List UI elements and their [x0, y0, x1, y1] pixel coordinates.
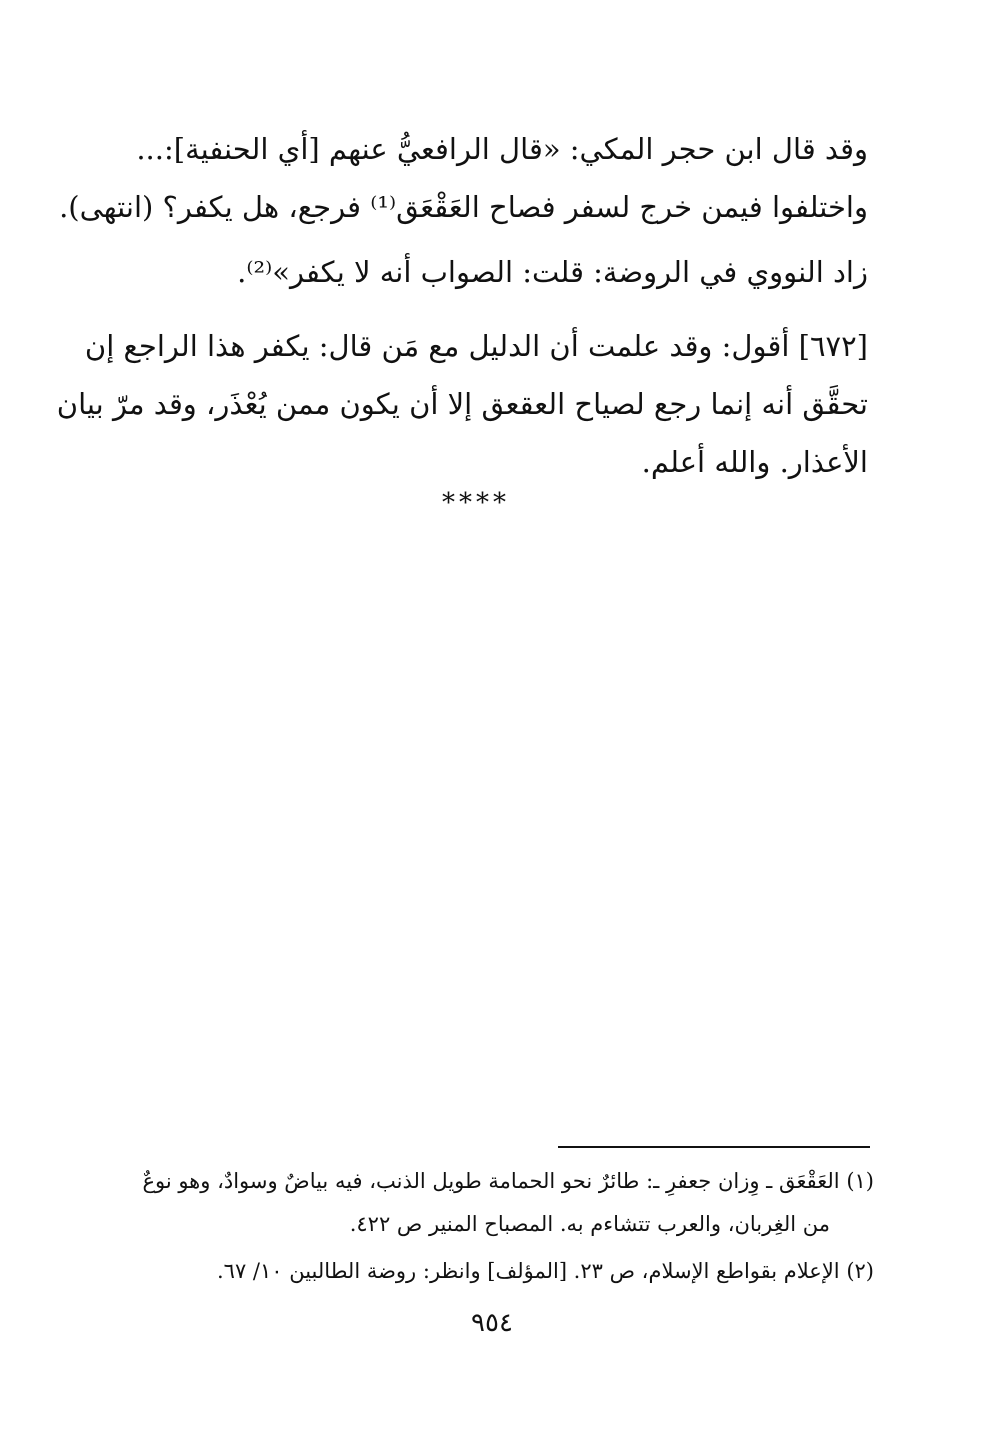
paragraph-line: [٦٧٢] أقول: وقد علمت أن الدليل مع مَن قال: يكفر هذا الراجع إن: [84, 329, 868, 363]
footnote-divider: [558, 1146, 870, 1148]
paragraph-quote-ibn-hajar: [59, 120, 868, 236]
footnote-1: [110, 1160, 874, 1246]
page-number: ٩٥٤: [471, 1308, 513, 1338]
paragraph-line: وقد قال ابن حجر المكي: «قال الرافعيُّ عنهم [أي الحنفية]:...: [136, 132, 868, 166]
paragraph-line: زاد النووي في الروضة: قلت: الصواب أنه لا يكفر»⁽²⁾.: [237, 255, 868, 289]
paragraph-line: تحقَّق أنه إنما رجع لصياح العقعق إلا أن يكون ممن يُعْذَر، وقد مرّ بيان: [56, 387, 868, 421]
footnote-2: [110, 1250, 874, 1293]
footnote-line: من الغِربان، والعرب تتشاءم به. المصباح المنير ص ٤٢٢.: [349, 1212, 830, 1236]
paragraph-line: الأعذار. والله أعلم.: [641, 445, 868, 479]
paragraph-quote-nawawi: [88, 243, 868, 301]
paragraph-line: واختلفوا فيمن خرج لسفر فصاح العَقْعَق⁽¹⁾ فرجع، هل يكفر؟ (انتهى).: [59, 190, 868, 224]
paragraph-author-comment: [56, 317, 868, 491]
section-separator: ****: [442, 488, 510, 518]
footnote-line: (١) العَقْعَق ـ وِزان جعفرِ ـ: طائرٌ نحو الحمامة طويل الذنب، فيه بياضٌ وسوادٌ، وهو نوعٌ: [142, 1169, 874, 1193]
footnote-line: (٢) الإعلام بقواطع الإسلام، ص ٢٣. [المؤلف] وانظر: روضة الطالبين ١٠/ ٦٧.: [216, 1259, 874, 1283]
